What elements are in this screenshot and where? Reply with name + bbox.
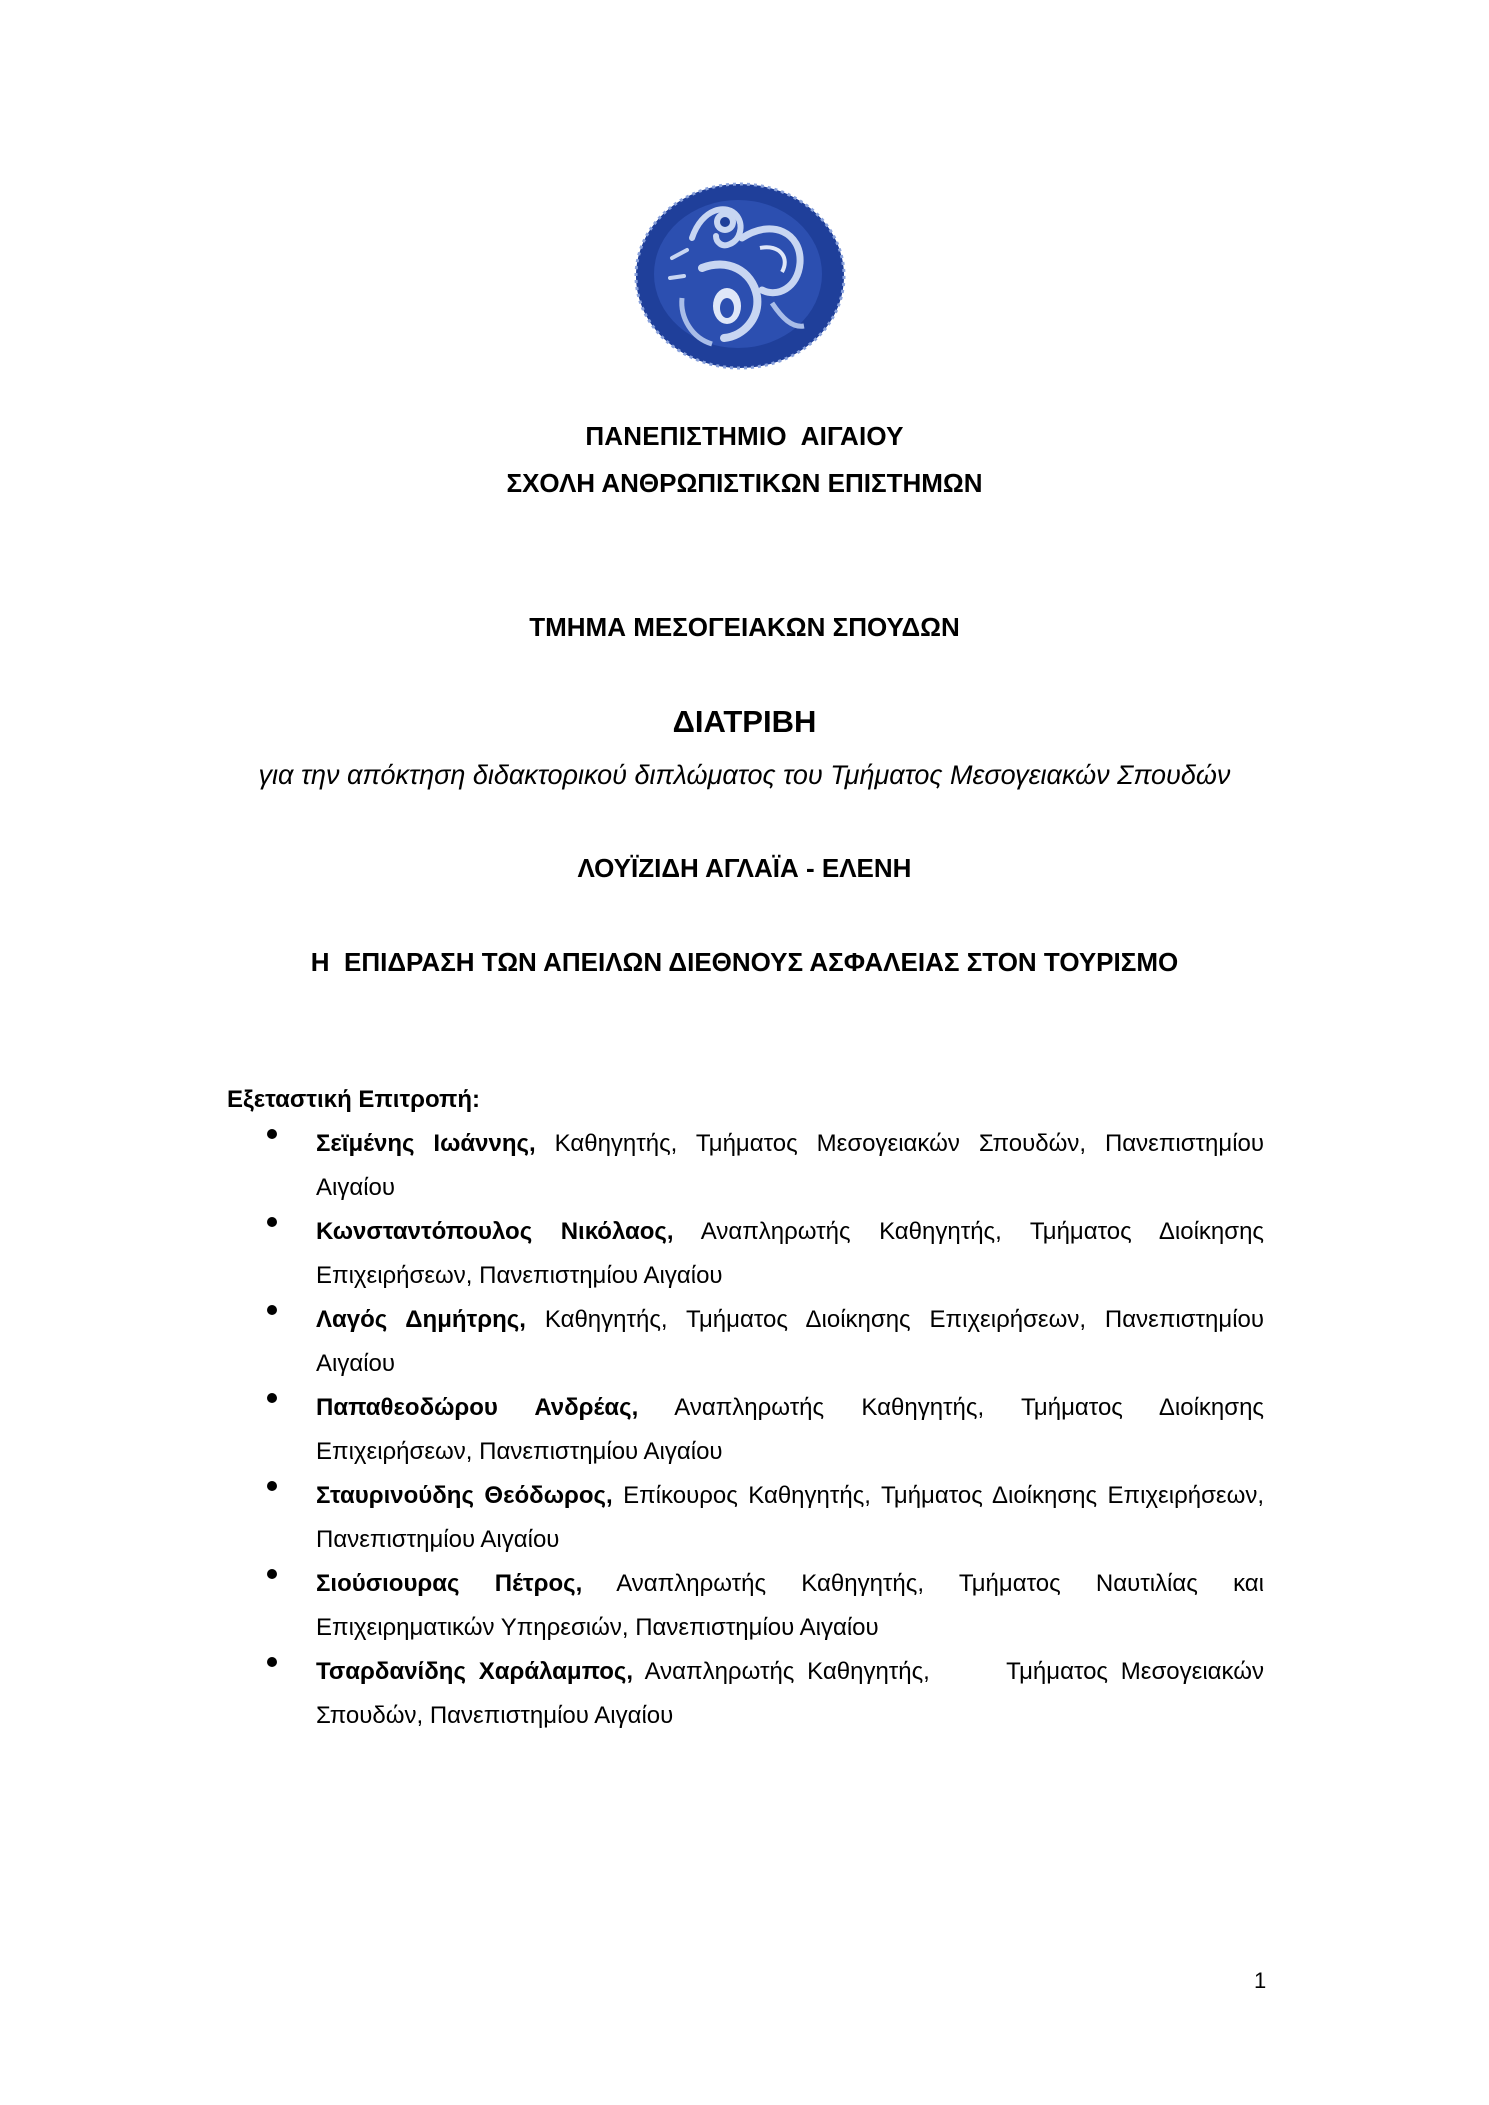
page-number: 1 <box>1254 1968 1267 1993</box>
bullet-icon <box>267 1569 277 1579</box>
bullet-icon <box>267 1129 277 1139</box>
member-details: Καθηγητής, Τμήματος Διοίκησης Επιχειρήσεων, Πανεπιστημίου Αιγαίου <box>316 1306 1264 1377</box>
member-text <box>316 1122 1264 1210</box>
department-name: ΤΜΗΜΑ ΜΕΣΟΓΕΙΑΚΩΝ ΣΠΟΥΔΩΝ <box>529 612 960 642</box>
list-item <box>0 1122 1489 1210</box>
member-text <box>316 1210 1264 1298</box>
document-type: ΔΙΑΤΡΙΒΗ <box>672 704 817 739</box>
member-details: Αναπληρωτής Καθηγητής, Τμήματος Διοίκησης Επιχειρήσεων, Πανεπιστημίου Αιγαίου <box>316 1394 1265 1465</box>
member-text <box>316 1386 1264 1474</box>
member-details: Επίκουρος Καθηγητής, Τμήματος Διοίκησης Επιχειρήσεων, Πανεπιστημίου Αιγαίου <box>316 1482 1264 1553</box>
author-name: ΛΟΥΪΖΙΔΗ ΑΓΛΑΪΑ - ΕΛΕΝΗ <box>577 853 912 883</box>
bullet-icon <box>267 1393 277 1403</box>
school-name: ΣΧΟΛΗ ΑΝΘΡΩΠΙΣΤΙΚΩΝ ΕΠΙΣΤΗΜΩΝ <box>506 468 983 498</box>
university-name: ΠΑΝΕΠΙΣΤΗΜΙΟ ΑΙΓΑΙΟΥ <box>585 421 904 451</box>
member-name: Σεϊμένης Ιωάννης, <box>316 1130 536 1157</box>
member-details: Αναπληρωτής Καθηγητής, Τμήματος Ναυτιλίας και Επιχειρηματικών Υπηρεσιών, Πανεπιστημίου Αιγαίου <box>316 1570 1265 1641</box>
member-name: Κωνσταντόπουλος Νικόλαος, <box>316 1218 674 1245</box>
member-name: Τσαρδανίδης Χαράλαμπος, <box>316 1658 634 1685</box>
member-details: Αναπληρωτής Καθηγητής, Τμήματος Διοίκησης Επιχειρήσεων, Πανεπιστημίου Αιγαίου <box>316 1218 1264 1289</box>
list-item <box>0 1474 1489 1562</box>
member-details: Καθηγητής, Τμήματος Μεσογειακών Σπουδών, Πανεπιστημίου Αιγαίου <box>316 1130 1265 1201</box>
bullet-icon <box>267 1657 277 1667</box>
member-details: Αναπληρωτής Καθηγητής, Τμήματος Μεσογειακών Σπουδών, Πανεπιστημίου Αιγαίου <box>316 1658 1271 1729</box>
member-name: Λαγός Δημήτρης, <box>316 1306 526 1333</box>
member-name: Σιούσιουρας Πέτρος, <box>316 1570 583 1597</box>
member-text <box>316 1298 1264 1386</box>
member-name: Σταυρινούδης Θεόδωρος, <box>316 1482 613 1509</box>
bullet-icon <box>267 1305 277 1315</box>
bullet-icon <box>267 1481 277 1491</box>
committee-list <box>0 1122 1489 1738</box>
document-subtitle: για την απόκτηση διδακτορικού διπλώματος του Τμήματος Μεσογειακών Σπουδών <box>258 760 1231 790</box>
member-text <box>316 1562 1264 1650</box>
list-item <box>0 1562 1489 1650</box>
bullet-icon <box>267 1217 277 1227</box>
member-text <box>316 1474 1264 1562</box>
member-text <box>316 1650 1271 1738</box>
list-item <box>0 1210 1489 1298</box>
member-name: Παπαθεοδώρου Ανδρέας, <box>316 1394 639 1421</box>
committee-label: Εξεταστική Επιτροπή: <box>227 1086 481 1113</box>
list-item <box>0 1298 1489 1386</box>
university-seal-icon <box>632 178 850 372</box>
thesis-title: Η ΕΠΙΔΡΑΣΗ ΤΩΝ ΑΠΕΙΛΩΝ ΔΙΕΘΝΟΥΣ ΑΣΦΑΛΕΙΑΣ ΣΤΟΝ ΤΟΥΡΙΣΜΟ <box>310 947 1179 977</box>
list-item <box>0 1386 1489 1474</box>
list-item <box>0 1650 1489 1738</box>
